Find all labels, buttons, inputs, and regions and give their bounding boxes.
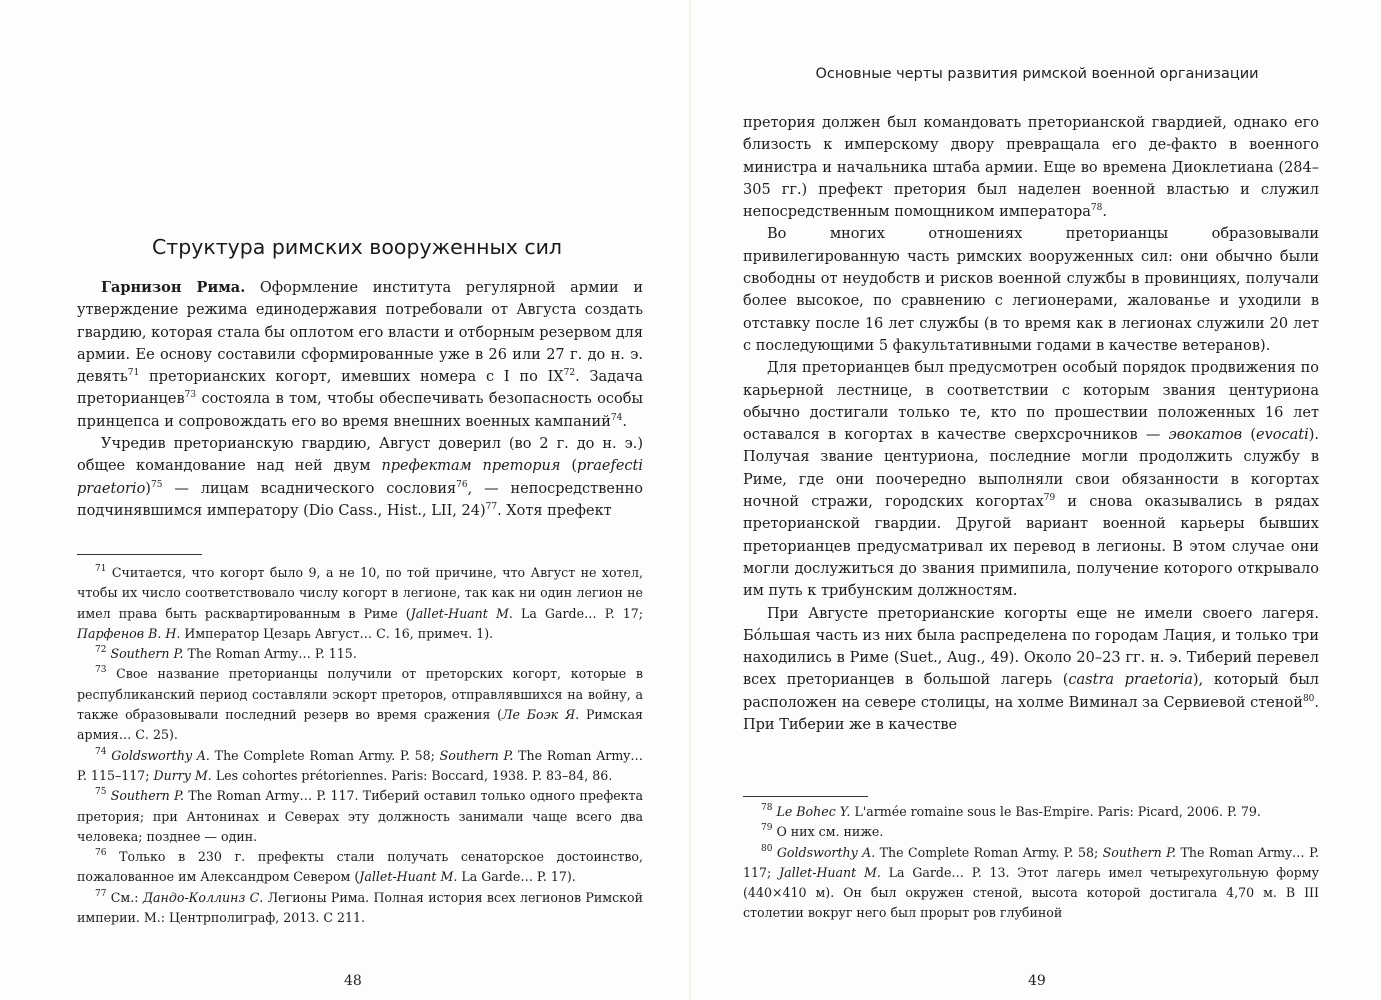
text-run: The Roman Army… P. 115–117; [77,747,643,783]
text-run: О них см. ниже. [772,824,884,840]
italic-text: Jallet-Huant M. [779,864,881,880]
italic-text: praefecti praetorio [77,458,643,497]
italic-text: Дандо-Коллинз С. [142,889,264,905]
footnote-ref: 73 [95,665,107,676]
text-run: ( [560,458,578,475]
page-number-right: 49 [1028,973,1046,989]
text-run: La Garde… P. 17). [457,869,576,885]
text-run: и снова оказывались в рядах преторианской гвардии. Другой вариант военной карьеры бывших преторианцев предусматривал их перевод в легионы. В этом случае они могли дослужиться до звания примипила, получение которого открывало им путь к трибунским должностям. [743,494,1319,600]
text-run: Во многих отношениях преторианцы образовывали привилегированную часть римских вооруженных сил: они обычно были свободны от неудобств и рисков военной службы в провинциях, получали более высокое, по сравнению с легионерами, жалованье и уходили в отставку после 16 лет службы (в то время как в легионах служили 20 лет с последующими 5 факультативными годами в качестве ветеранов). [743,226,1319,354]
text-run: . Хотя префект [497,502,612,519]
footnote-ref: 73 [184,390,197,401]
footnote [77,563,643,644]
footnote-ref: 80 [1302,693,1315,704]
italic-text: castra praetoria [1068,672,1193,689]
text-run: ) [145,480,151,497]
footnote-ref: 74 [95,746,107,757]
italic-text: Goldsworthy A. [776,844,876,860]
footnote-ref: 75 [150,479,163,490]
text-run: Легионы Рима. Полная история всех легионов Римской империи. М.: Центрполиграф, 2013. С 211. [77,889,643,926]
footnote [743,822,1319,842]
footnote-ref: 77 [95,888,107,899]
italic-text: Le Bohec Y. [776,804,851,819]
footnote-ref: 76 [456,479,468,490]
text-run: Римская армия… С. 25). [77,707,643,743]
page-number-left: 48 [344,973,362,989]
left-footnotes [77,563,643,928]
text-run: Les cohortes prétoriennes. Paris: Boccard, 1938. P. 83–84, 86. [211,767,613,783]
right-page [691,0,1381,1000]
section-title: Структура римских вооруженных сил [151,235,563,259]
footnote [77,888,643,929]
footnote-ref: 76 [95,848,107,859]
text-run: . [622,413,627,430]
left-page [0,0,690,1000]
footnote-ref: 78 [761,803,773,813]
text-run: Учредив преторианскую гвардию, Август доверил (во 2 г. до н. э.) общее командование над ней двум [77,436,643,475]
text-run: The Roman Army… P. 115. [183,646,357,662]
footnote-ref: 75 [95,787,107,798]
text-run: Император Цезарь Август… С. 16, примеч. 1). [180,625,494,641]
left-body-text [77,277,643,522]
text-run: The Complete Roman Army. P. 58; [209,747,440,763]
text-run: L'armée romaine sous le Bas-Empire. Paris: Picard, 2006. P. 79. [850,804,1261,819]
footnote-ref: 79 [761,823,773,834]
footnote [77,746,643,787]
text-run: См.: [106,889,143,905]
text-run: состояла в том, чтобы обеспечивать безопасность особы принцепса и сопровождать его во время внешних военных кампаний [77,391,643,430]
italic-text: Southern P. [110,646,184,662]
right-body-text [743,112,1319,736]
paragraph [743,357,1319,602]
text-run: . При Тиберии же в качестве [743,694,1319,734]
paragraph [743,112,1319,223]
footnote [77,847,643,888]
footnote-separator [77,554,202,555]
text-run: . [1102,204,1107,221]
text-run: преторианских когорт, имевших номера с I по IX [139,369,564,386]
text-run: При Августе преторианские когорты еще не имели своего лагеря. Бóльшая часть из них была распределена по городам Лация, и только три находились в Риме (Suet., Aug., 49). Около 20–23 гг. н. э. Тиберий перевел всех преторианцев в большой лагерь ( [743,605,1319,689]
running-head: Основные черты развития римской военной организации [815,66,1259,82]
footnote [77,644,643,664]
footnote-ref: 77 [485,501,498,512]
italic-text: Парфенов В. Н. [77,625,181,641]
italic-text: Southern P. [439,747,514,763]
text-run: . Задача преторианцев [77,369,643,408]
text-run: The Roman Army… P. 117. Тиберий оставил только одного префекта претория; при Антонинах и Северах эту должность занимали чаще всего два человека; позднее — один. [77,788,643,844]
italic-text: Jallet-Huant M. [359,869,458,885]
footnote-ref: 79 [1043,493,1056,504]
italic-text: Jallet-Huant M. [410,605,513,621]
footnote-ref: 72 [563,368,576,379]
text-run: , — непосредственно подчинявшимся императору (Dio Cass., Hist., LII, 24) [77,480,644,519]
text-run: ), который был расположен на севере столицы, на холме Виминал за Сервиевой стеной [743,672,1319,711]
text-run: Свое название преторианцы получили от преторских когорт, которые в республиканский период составляли эскорт преторов, отправлявшихся на войну, а также образовывали последний резерв во время сражения ( [77,666,643,723]
italic-text: evocati [1255,427,1309,444]
text-run: ). Получая звание центуриона, последние могли продолжить службу в Риме, где они поочередно выполняли свои обязанности в когортах ночной стражи, городских когортах [743,427,1319,511]
paragraph [743,603,1319,737]
footnote [743,802,1319,822]
footnote-ref: 74 [610,412,623,423]
text-run: The Complete Roman Army. P. 58; [875,844,1103,860]
text-run: La Garde… P. 17; [512,605,644,621]
text-run: ( [1242,427,1256,444]
footnote-ref: 71 [95,564,107,574]
italic-text: Southern P. [110,788,184,804]
footnote-ref: 80 [761,843,773,854]
footnote [77,664,643,745]
text-run: The Roman Army… P. 117; [743,844,1319,880]
footnote-ref: 78 [1090,203,1103,214]
footnote [743,843,1319,924]
text-run: претория должен был командовать преторианской гвардией, однако его близость к имперскому двору превращала его де-факто в военного министра и начальника штаба армии. Еще во времена Диоклетиана (284–305 гг.) префект претория был наделен военной властью и служил непосредственным помощником императора [743,115,1319,221]
paragraph [77,433,643,522]
footnote-ref: 71 [127,368,140,379]
text-run: Для преторианцев был предусмотрен особый порядок продвижения по карьерной лестнице, в соответствии с которым звания центуриона обычно достигали только те, кто по прошествии положенных 16 лет оставался в когортах в качестве сверхсрочников — [743,360,1319,444]
text-run: Оформление института регулярной армии и утверждение режима единодержавия потребовали от Августа создать гвардию, которая стала бы оплотом его власти и отборным резервом для армии. Ее основу составили сформированные уже в 26 или 27 г. до н. э. девять [77,280,643,386]
text-run: — лицам всаднического сословия [162,480,457,497]
text-run: Только в 230 г. префекты стали получать сенаторское достоинство, пожалованное им Александром Севером ( [77,849,643,885]
italic-text: Southern P. [1102,844,1177,860]
italic-text: эвокатов [1168,427,1243,444]
footnote [77,786,643,847]
italic-text: Durry M. [153,767,212,783]
paragraph [743,223,1319,357]
text-run: La Garde… P. 13. Этот лагерь имел четырехугольную форму (440×410 м). Он был окружен стеной, высота которой достигала 4,70 м. В III столетии вокруг него был прорыт ров глубиной [743,864,1319,921]
bold-lead: Гарнизон Рима. [101,279,246,296]
right-footnotes [743,802,1319,924]
footnote-ref: 72 [95,645,107,656]
italic-text: Goldsworthy A. [111,747,210,763]
footnote-separator [743,796,868,797]
italic-text: Ле Боэк Я. [502,707,580,723]
text-run: Считается, что когорт было 9, а не 10, по той причине, что Август не хотел, чтобы их число соответствовало числу когорт в легионе, так как ни один легион не имел права быть расквартированным в Риме ( [77,565,643,621]
italic-text: префектам претория [381,458,561,475]
paragraph [77,277,643,433]
